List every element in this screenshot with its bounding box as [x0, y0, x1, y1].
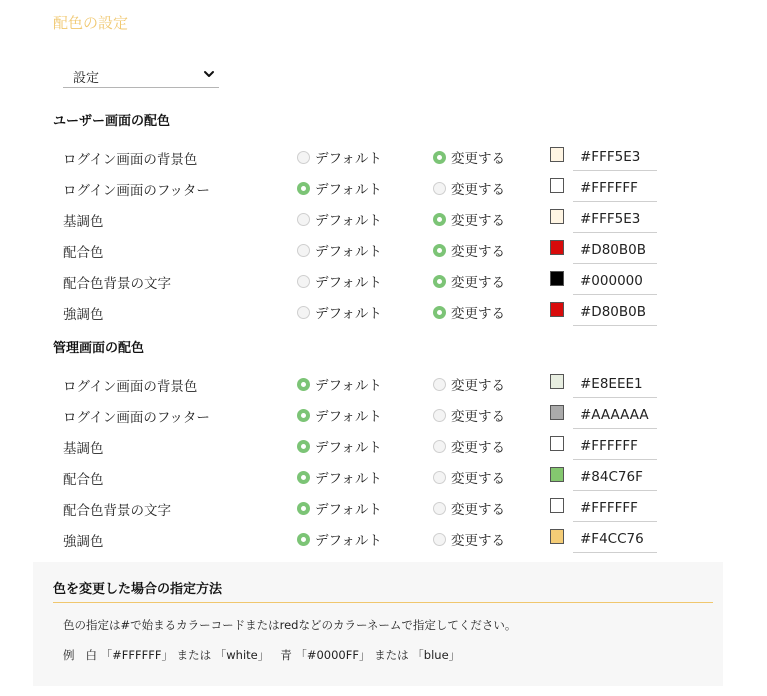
chevron-down-icon: [203, 68, 215, 80]
color-code-input[interactable]: [573, 267, 657, 295]
color-code-input[interactable]: [573, 401, 657, 429]
color-swatch[interactable]: [550, 271, 564, 286]
radio-button[interactable]: [433, 471, 446, 484]
color-code-input[interactable]: [573, 143, 657, 171]
radio-default-label: デフォルト: [315, 275, 382, 291]
radio-change[interactable]: [433, 406, 505, 424]
section-title-admin: 管理画面の配色: [53, 341, 145, 356]
color-setting-row: [0, 523, 767, 554]
color-setting-label: ログイン画面のフッター: [63, 183, 210, 199]
color-code-input[interactable]: [573, 174, 657, 202]
radio-button[interactable]: [433, 533, 446, 546]
color-swatch[interactable]: [550, 240, 564, 255]
radio-button[interactable]: [297, 213, 310, 226]
color-swatch[interactable]: [550, 209, 564, 224]
color-setting-label: 配合色: [63, 245, 104, 261]
color-code-input[interactable]: [573, 494, 657, 522]
radio-change-label: 変更する: [451, 306, 505, 322]
color-setting-label: 基調色: [63, 214, 104, 230]
radio-button[interactable]: [433, 275, 446, 288]
radio-default-label: デフォルト: [315, 182, 382, 198]
radio-button[interactable]: [433, 502, 446, 515]
color-code-input[interactable]: [573, 298, 657, 326]
radio-default-label: デフォルト: [315, 502, 382, 518]
help-divider: [53, 602, 713, 603]
radio-change-label: 変更する: [451, 244, 505, 260]
color-setting-row: [0, 461, 767, 492]
radio-change-label: 変更する: [451, 502, 505, 518]
color-code-input[interactable]: [573, 205, 657, 233]
color-swatch[interactable]: [550, 405, 564, 420]
radio-change[interactable]: [433, 437, 505, 455]
color-setting-row: [0, 368, 767, 399]
radio-change-label: 変更する: [451, 409, 505, 425]
radio-button[interactable]: [433, 306, 446, 319]
color-setting-label: 強調色: [63, 307, 104, 323]
radio-default[interactable]: [297, 179, 382, 197]
radio-button[interactable]: [433, 378, 446, 391]
radio-default[interactable]: [297, 210, 382, 228]
radio-button[interactable]: [433, 440, 446, 453]
color-setting-row: [0, 141, 767, 172]
help-text-example: 例 白 「#FFFFFF」 または 「white」 青 「#0000FF」 または 「blue」: [63, 648, 461, 662]
color-setting-label: 強調色: [63, 534, 104, 550]
radio-button[interactable]: [433, 213, 446, 226]
radio-default[interactable]: [297, 406, 382, 424]
color-swatch[interactable]: [550, 498, 564, 513]
radio-change-label: 変更する: [451, 182, 505, 198]
page-title: 配色の設定: [53, 14, 129, 32]
color-setting-label: ログイン画面の背景色: [63, 152, 198, 168]
radio-change-label: 変更する: [451, 275, 505, 291]
radio-default-label: デフォルト: [315, 409, 382, 425]
color-setting-label: 配合色: [63, 472, 104, 488]
radio-default[interactable]: [297, 530, 382, 548]
radio-change[interactable]: [433, 241, 505, 259]
radio-button[interactable]: [297, 502, 310, 515]
radio-change[interactable]: [433, 210, 505, 228]
radio-button[interactable]: [297, 151, 310, 164]
radio-default-label: デフォルト: [315, 533, 382, 549]
section-title-user: ユーザー画面の配色: [53, 114, 171, 129]
radio-change-label: 変更する: [451, 533, 505, 549]
radio-button[interactable]: [433, 182, 446, 195]
radio-change[interactable]: [433, 272, 505, 290]
color-code-input[interactable]: [573, 525, 657, 553]
radio-change[interactable]: [433, 530, 505, 548]
radio-change-label: 変更する: [451, 151, 505, 167]
radio-button[interactable]: [297, 533, 310, 546]
color-code-input[interactable]: [573, 463, 657, 491]
radio-change[interactable]: [433, 468, 505, 486]
color-setting-label: 基調色: [63, 441, 104, 457]
help-text-spec: 色の指定は#で始まるカラーコードまたはredなどのカラーネームで指定してください。: [63, 618, 517, 632]
radio-button[interactable]: [297, 244, 310, 257]
radio-change-label: 変更する: [451, 213, 505, 229]
radio-default-label: デフォルト: [315, 244, 382, 260]
color-setting-row: [0, 430, 767, 461]
color-setting-row: [0, 296, 767, 327]
color-swatch[interactable]: [550, 467, 564, 482]
radio-default-label: デフォルト: [315, 213, 382, 229]
radio-button[interactable]: [297, 378, 310, 391]
radio-default[interactable]: [297, 468, 382, 486]
color-setting-row: [0, 203, 767, 234]
color-setting-label: 配合色背景の文字: [63, 503, 171, 519]
color-code-input[interactable]: [573, 370, 657, 398]
radio-default[interactable]: [297, 499, 382, 517]
radio-change-label: 変更する: [451, 471, 505, 487]
color-setting-label: ログイン画面の背景色: [63, 379, 198, 395]
color-setting-row: [0, 234, 767, 265]
radio-change[interactable]: [433, 375, 505, 393]
radio-button[interactable]: [297, 409, 310, 422]
color-setting-row: [0, 172, 767, 203]
color-swatch[interactable]: [550, 529, 564, 544]
radio-button[interactable]: [433, 409, 446, 422]
color-swatch[interactable]: [550, 147, 564, 162]
radio-button[interactable]: [297, 471, 310, 484]
radio-button[interactable]: [297, 440, 310, 453]
radio-default-label: デフォルト: [315, 440, 382, 456]
color-setting-row: [0, 265, 767, 296]
radio-button[interactable]: [433, 151, 446, 164]
color-code-input[interactable]: [573, 432, 657, 460]
radio-default[interactable]: [297, 303, 382, 321]
radio-default[interactable]: [297, 375, 382, 393]
radio-default[interactable]: [297, 437, 382, 455]
radio-button[interactable]: [297, 182, 310, 195]
radio-change[interactable]: [433, 179, 505, 197]
color-setting-label: 配合色背景の文字: [63, 276, 171, 292]
radio-default-label: デフォルト: [315, 306, 382, 322]
color-swatch[interactable]: [550, 374, 564, 389]
color-swatch[interactable]: [550, 436, 564, 451]
help-box: [33, 562, 723, 686]
radio-change-label: 変更する: [451, 440, 505, 456]
settings-select-value: 設定: [73, 71, 100, 86]
help-title: 色を変更した場合の指定方法: [53, 582, 223, 597]
color-setting-row: [0, 492, 767, 523]
color-setting-row: [0, 399, 767, 430]
settings-select[interactable]: [63, 64, 219, 88]
color-setting-label: ログイン画面のフッター: [63, 410, 210, 426]
radio-change-label: 変更する: [451, 378, 505, 394]
radio-default[interactable]: [297, 148, 382, 166]
radio-default[interactable]: [297, 241, 382, 259]
radio-change[interactable]: [433, 499, 505, 517]
color-swatch[interactable]: [550, 178, 564, 193]
color-swatch[interactable]: [550, 302, 564, 317]
radio-default[interactable]: [297, 272, 382, 290]
radio-button[interactable]: [297, 275, 310, 288]
radio-default-label: デフォルト: [315, 151, 382, 167]
radio-default-label: デフォルト: [315, 471, 382, 487]
radio-default-label: デフォルト: [315, 378, 382, 394]
radio-button[interactable]: [297, 306, 310, 319]
radio-change[interactable]: [433, 303, 505, 321]
radio-button[interactable]: [433, 244, 446, 257]
color-code-input[interactable]: [573, 236, 657, 264]
radio-change[interactable]: [433, 148, 505, 166]
